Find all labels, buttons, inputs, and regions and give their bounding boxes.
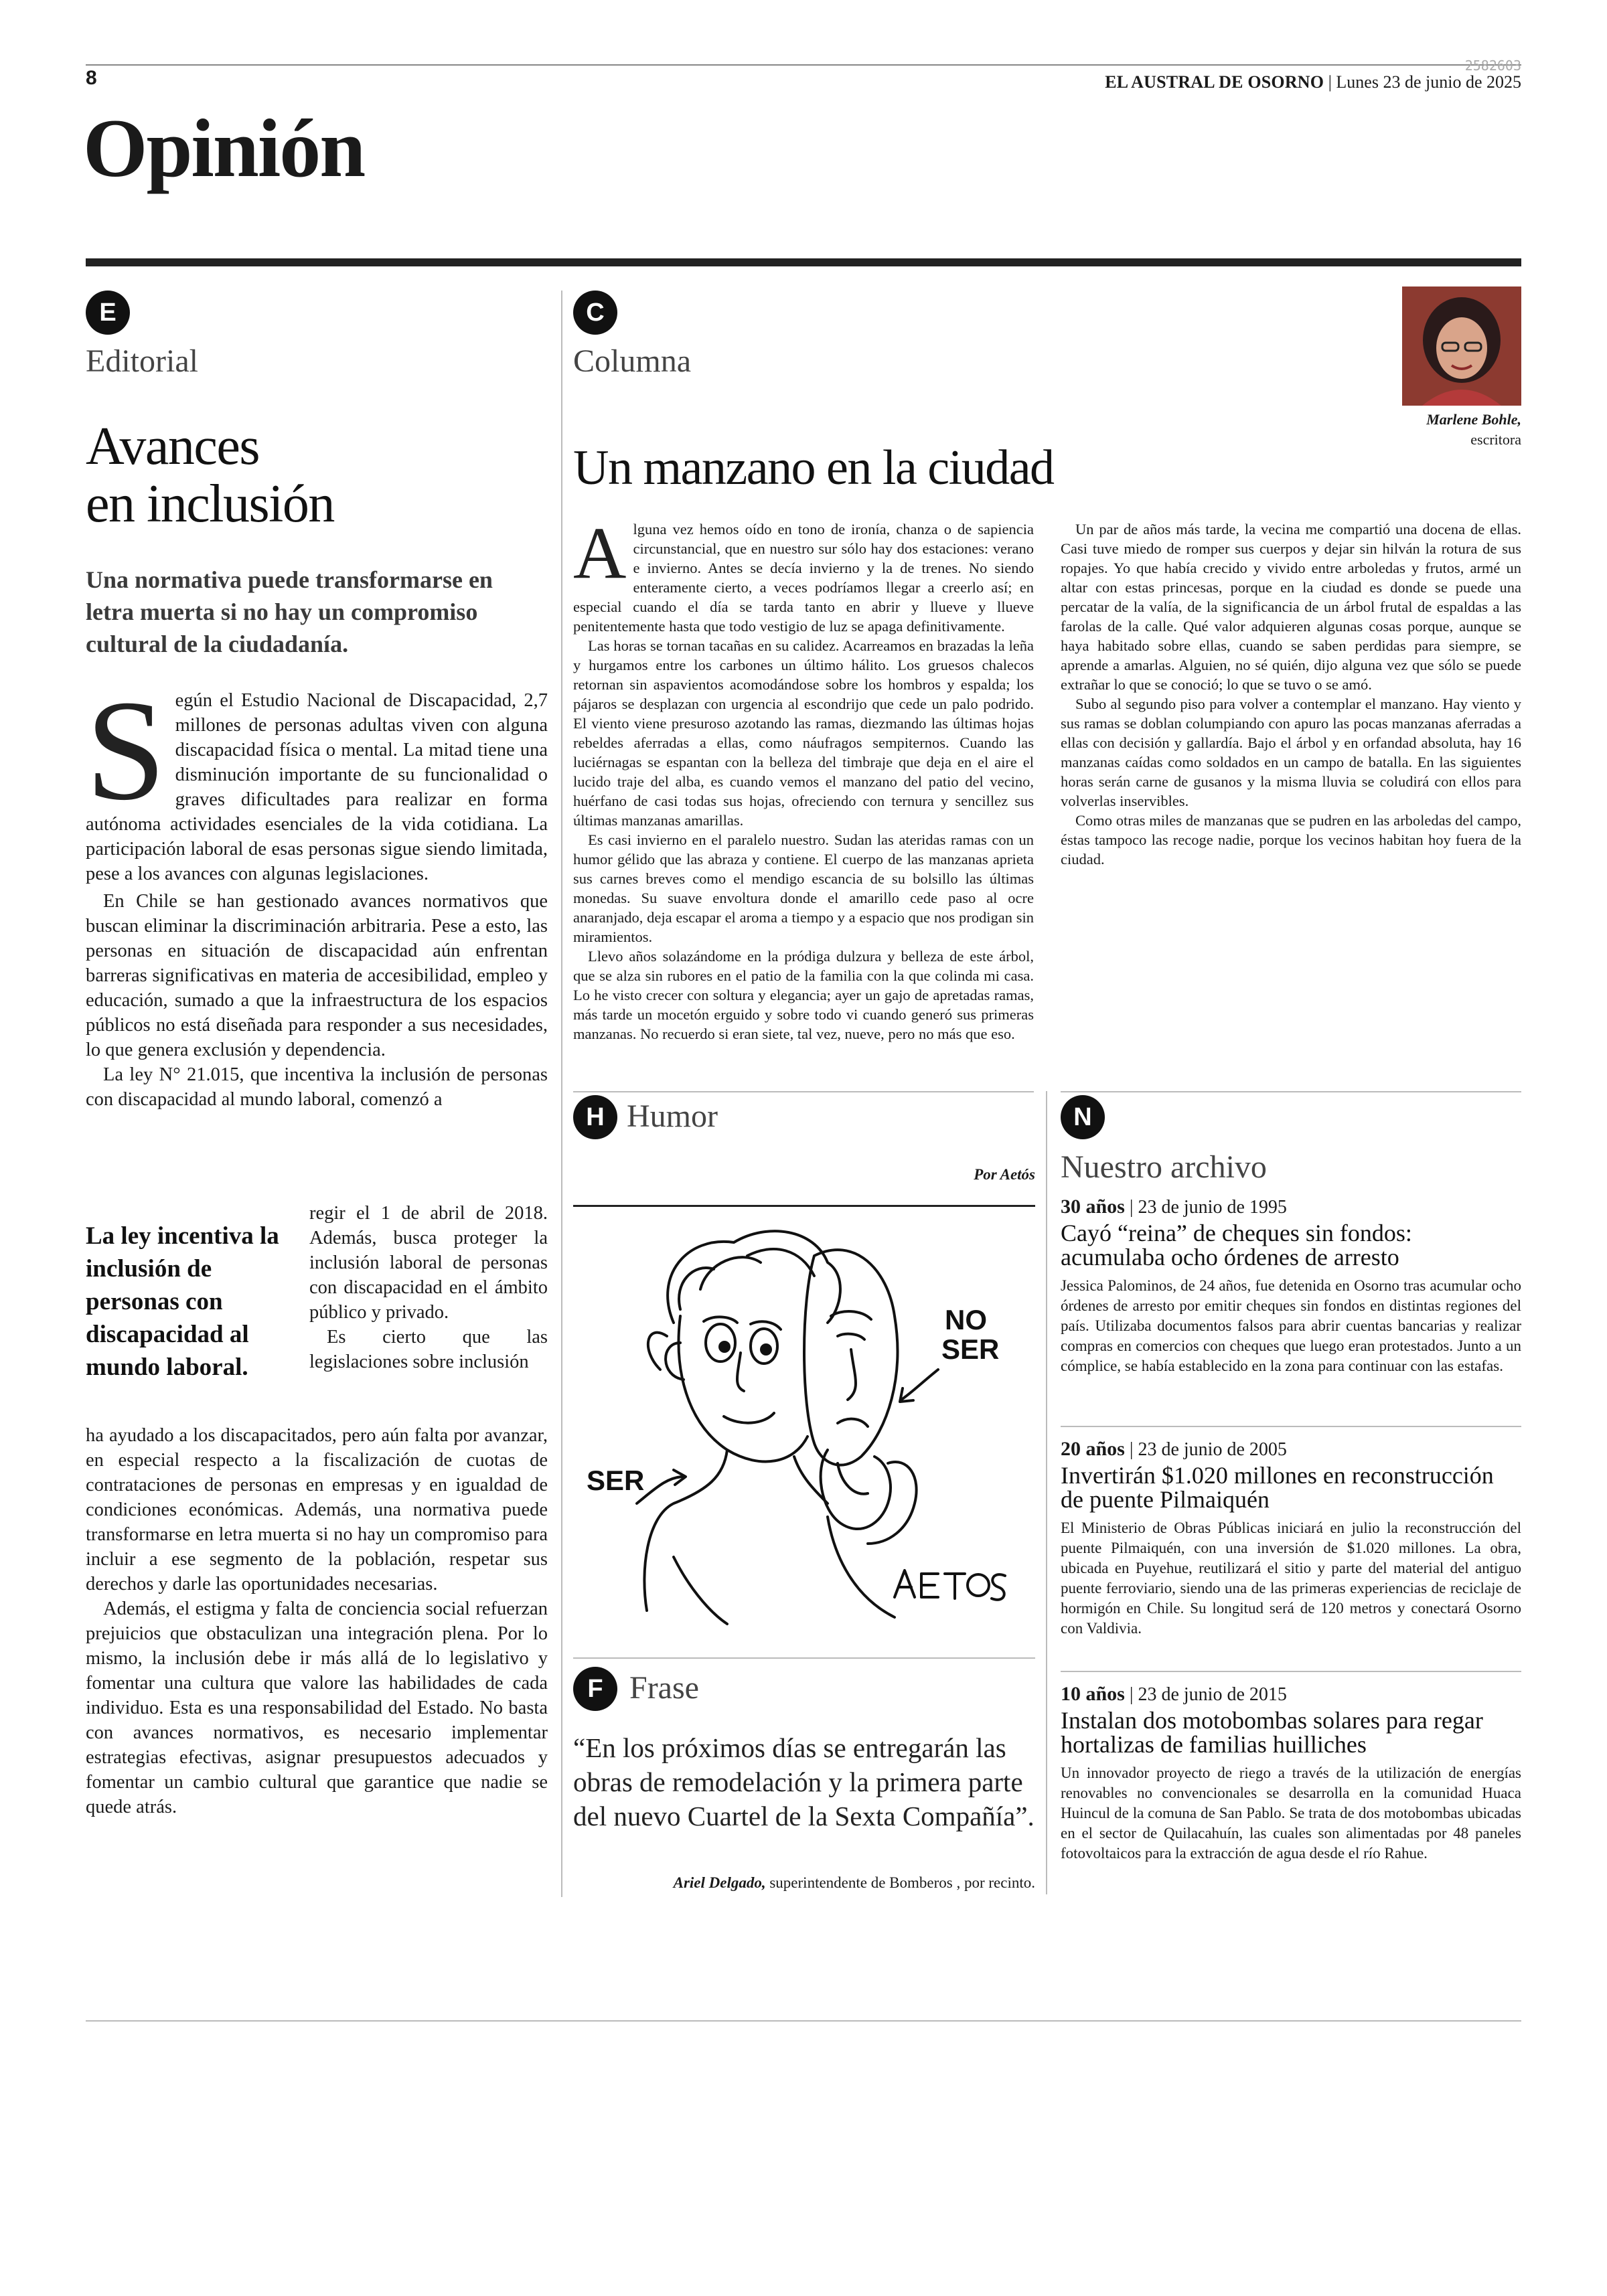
archive-item-1-body: Jessica Palominos, de 24 años, fue detenida en Osorno tras acumular ocho órdenes de arresto por emitir cheques sin fondos en distintas regiones del país. Utilizaba documentos falsos para abrir cuentas bancarias y realizar compras en comercios con cheques que luego eran protestados. Junto a un cómplice, se había establecido en la zona para continuar con las estafas. bbox=[1061, 1277, 1521, 1374]
archive-item-2 bbox=[1061, 1438, 1521, 1639]
archive-item-2-years: 20 años bbox=[1061, 1438, 1125, 1460]
editorial-headline-line1: Avances bbox=[86, 417, 259, 476]
column-dropcap: A bbox=[573, 512, 627, 594]
editorial-paragraph-5: Además, el estigma y falta de conciencia social refuerzan prejuicios que obstaculizan una integración plena. Por lo mismo, la inclusión debe ir más allá de lo legislativo y fomentar una cultura que valore las habilidades de cada individuo. Esta es una responsabilidad del Estado. No basta con avances normativos, es necesario implementar estrategias efectivas, asignar presupuestos adecuados y fomentar un cambio cultural que garantice que nadie se quede atrás. bbox=[86, 1598, 548, 1817]
frase-top-rule bbox=[573, 1657, 1035, 1659]
humor-cartoon bbox=[573, 1209, 1035, 1637]
frase-badge: F bbox=[573, 1667, 617, 1711]
archive-item-1-headline: Cayó “reina” de cheques sin fondos: acumulaba ocho órdenes de arresto bbox=[1061, 1220, 1412, 1270]
archive-badge: N bbox=[1061, 1095, 1105, 1139]
archive-item-2-headline: Invertirán $1.020 millones en reconstrucción de puente Pilmaiquén bbox=[1061, 1462, 1494, 1513]
column-separator-left bbox=[561, 291, 562, 1897]
column-paragraph-4: Llevo años solazándome en la pródiga dulzura y belleza de este árbol, que se alza sin rubores en el patio de la familia con la que colinda mi casa. Lo he visto crecer con soltura y elegancia; ayer un gajo de apretadas ramas, más tarde un mocetón erguido y sobre todo vi cuando generó sus primeras manzanas. No recuerdo si eran siete, tal vez, nueve, pero no más que eso. bbox=[573, 948, 1034, 1042]
editorial-body-top bbox=[86, 670, 548, 1112]
editorial-paragraph-3b: regir el 1 de abril de 2018. Además, busca proteger la inclusión laboral de personas con discapacidad en el ámbito público y privado. bbox=[309, 1203, 548, 1323]
column-paragraph-3: Es casi invierno en el paralelo nuestro. Sudan las ateridas ramas con un humor gélido que las abraza y contiene. El cuerpo de las manzanas aprieta sus carnes breves como el mendigo escancia de su bolsillo las últimas monedas. Su suave envoltura donde el amarillo cede paso al ocre anaranjado, deja escapar el aroma a tiempo y a espacio que nos prodigan sin miramientos. bbox=[573, 831, 1034, 945]
column-paragraph-6: Subo al segundo piso para volver a contemplar el manzano. Hay viento y sus ramas se doblan columpiando con apuro las pocas manzanas aferradas a ellas con decisión y gallardía. Bajo el árbol y en orfandad absoluta, hay 16 manzanas caídas como soldados en un campo de batalla. En las siguientes horas serán carne de gusanos y la misma lluvia se coludirá con ellos para volverlas inservibles. bbox=[1061, 695, 1521, 809]
editorial-paragraph-4b: ha ayudado a los discapacitados, pero aún falta por avanzar, en especial respecto a la fiscalización de cuotas de contrataciones de personas en empresas y en igualdad de condiciones económicas. Además, una normativa puede transformarse en letra muerta si no hay un compromiso para incluir a ese segmento de la población, respetar sus derechos y darle las oportunidades necesarias. bbox=[86, 1425, 548, 1594]
archive-rule-1 bbox=[1061, 1426, 1521, 1427]
editorial-headline-line2: en inclusión bbox=[86, 475, 334, 534]
archive-item-1-years: 30 años bbox=[1061, 1196, 1125, 1218]
humor-byline: Por Aetós bbox=[974, 1166, 1035, 1183]
humor-top-rule bbox=[573, 1205, 1035, 1207]
editorial-kicker: Editorial bbox=[86, 343, 198, 379]
archive-item-2-date: 23 de junio de 2005 bbox=[1138, 1439, 1287, 1460]
top-rule bbox=[86, 64, 1521, 66]
cartoon-label-ser: SER bbox=[587, 1465, 645, 1496]
section-rule bbox=[86, 258, 1521, 266]
archive-item-2-body: El Ministerio de Obras Públicas iniciará en julio la reconstrucción del puente Pilmaiquén, con una inversión de $1.020 millones. La obra, ubicada en Puyehue, reutilizará el sitio y parte del material del antiguo puente ferroviario, siendo una de las primeras experiencias de reciclaje de hormigón en Chile. Su longitud será de 120 metros y conectará Osorno con Valdivia. bbox=[1061, 1520, 1521, 1637]
masthead-separator: | bbox=[1328, 72, 1336, 92]
section-title: Opinión bbox=[83, 102, 365, 194]
editorial-deck: Una normativa puede transformarse en letra muerta si no hay un compromiso cultural de la ciudadanía. bbox=[86, 566, 493, 657]
issue-date: Lunes 23 de junio de 2025 bbox=[1336, 72, 1521, 92]
page-number: 8 bbox=[86, 67, 97, 89]
frase-attribution-role: superintendente de Bomberos , por recinto. bbox=[765, 1874, 1035, 1891]
archive-item-1 bbox=[1061, 1196, 1521, 1376]
archive-rule-2 bbox=[1061, 1671, 1521, 1672]
archive-item-2-dateline: 20 años | 23 de junio de 2005 bbox=[1061, 1438, 1287, 1460]
editorial-body-wrap bbox=[309, 1201, 548, 1374]
column-paragraph-2: Las horas se tornan tacañas en su calidez. Acarreamos en brazadas la leña y hurgamos entre los carbones un último hálito. Los gruesos chalecos retornan sin aspavientos acomodándose sobre los hombros y espalda; los pájaros se desplazan con urgencia al escondrijo que cede un palo podrido. El viento viene presuroso azotando las ramas, diezmando las últimas hojas rebeldes aferradas a ellas, como náufragos sempiternos. Cuando las luciérnagas se espantan con la belleza del timbraje que deja en el aire el lucido traje del alba, es cuando vemos el manzano del patio del vecino, huérfano de casi todas sus hojas, ofreciendo con ternura y sencillez sus últimas manzanas amarillas. bbox=[573, 637, 1034, 829]
masthead bbox=[1105, 72, 1521, 92]
editorial-paragraph-2: En Chile se han gestionado avances normativos que buscan eliminar la discriminación arbitraria. Pese a esto, las personas en situación de discapacidad aún enfrentan barreras significativas en materia de accesibilidad, empleo y educación, sumado a que la infraestructura de los espacios públicos no está diseñada para responder a sus necesidades, lo que genera exclusión y dependencia. bbox=[86, 891, 548, 1060]
frase-quote: “En los próximos días se entregarán las obras de remodelación y la primera parte del nuevo Cuartel de la Sexta Compañía”. bbox=[573, 1732, 1035, 1831]
author-portrait-image bbox=[1402, 286, 1521, 406]
archive-kicker: Nuestro archivo bbox=[1061, 1149, 1267, 1185]
archive-item-3-dateline: 10 años | 23 de junio de 2015 bbox=[1061, 1683, 1287, 1705]
editorial-dropcap: S bbox=[86, 670, 166, 830]
page-bottom-rule bbox=[86, 2020, 1521, 2022]
author-role: escritora bbox=[1470, 431, 1521, 448]
column-headline: Un manzano en la ciudad bbox=[573, 440, 1054, 495]
archive-item-3 bbox=[1061, 1683, 1521, 1864]
editorial-paragraph-1-text: egún el Estudio Nacional de Discapacidad, 2,7 millones de personas adultas viven con alguna discapacidad física o mental. La mitad tiene una disminución importante de su funcionalidad o graves dificultades para realizar en forma autónoma actividades esenciales de la vida cotidiana. La participación laboral de esas personas sigue siendo limitada, pese a los avances con algunas legislaciones. bbox=[86, 690, 548, 884]
newspaper-name: EL AUSTRAL DE OSORNO bbox=[1105, 72, 1324, 92]
frase-kicker: Frase bbox=[629, 1670, 699, 1706]
archive-item-3-body: Un innovador proyecto de riego a través de la utilización de energías renovables no convencionales se desarrolla en la comunidad Huaca Huincul de la comuna de San Pablo. Se trata de dos motobombas ubicadas en el sector de Quilacahuín, las cuales son alimentadas por 48 paneles fotovoltaicos para la extracción de agua desde el río Rahue. bbox=[1061, 1765, 1521, 1862]
frase-attribution-name: Ariel Delgado, bbox=[673, 1874, 766, 1891]
humor-kicker: Humor bbox=[627, 1098, 718, 1134]
cartoon-drawing bbox=[573, 1209, 1035, 1637]
editorial-paragraph-1 bbox=[86, 670, 548, 886]
column-bottom-rule-left bbox=[573, 1091, 1034, 1092]
column-kicker: Columna bbox=[573, 343, 691, 379]
column-paragraph-5: Un par de años más tarde, la vecina me compartió una docena de ellas. Casi tuve miedo de romper sus cuerpos y dejar sin hilván la rotura de sus ropajes. Yo que había crecido y vivido entre arboledas y frutos, armé un altar con estas princesas, porque en la ciudad es donde se puede una percatar de la valía, de la significancia de un árbol frutal de espaldas a las farolas de la calle. Qué valor adquieren algunas cosas porque, aunque se haya habitado sobre ellas, cuando se saben perdidas para siempre, se aprende a amarlas. Alguien, no sé quién, dijo alguna vez que sólo se puede extrañar lo que se conoció; lo que se tuvo o se amó. bbox=[1061, 521, 1521, 693]
editorial-paragraph-3a: La ley N° 21.015, que incentiva la inclusión de personas con discapacidad al mundo laboral, comenzó a bbox=[86, 1064, 548, 1110]
author-name: Marlene Bohle, bbox=[1426, 411, 1521, 428]
column-paragraph-7: Como otras miles de manzanas que se pudren en las arboledas del campo, éstas tampoco las recoge nadie, porque los vecinos habitan hoy fuera de la ciudad. bbox=[1061, 812, 1521, 868]
cartoon-label-ser-right: SER bbox=[941, 1333, 1000, 1365]
column-body-right bbox=[1061, 519, 1521, 869]
column-paragraph-1 bbox=[573, 512, 1034, 636]
frase-attribution bbox=[573, 1874, 1035, 1892]
cartoon-label-no: NO bbox=[945, 1304, 987, 1335]
column-separator-right bbox=[1046, 1091, 1047, 1894]
humor-badge: H bbox=[573, 1095, 617, 1139]
column-body-left bbox=[573, 512, 1034, 1042]
archive-item-3-headline: Instalan dos motobombas solares para regar hortalizas de familias huilliches bbox=[1061, 1707, 1483, 1758]
editorial-paragraph-4a: Es cierto que las legislaciones sobre inclusión bbox=[309, 1327, 548, 1372]
archive-item-3-years: 10 años bbox=[1061, 1683, 1125, 1705]
archive-item-1-date: 23 de junio de 1995 bbox=[1138, 1197, 1287, 1218]
column-badge: C bbox=[573, 291, 617, 335]
editorial-pull-quote: La ley incentiva la inclusión de personas con discapacidad al mundo laboral. bbox=[86, 1222, 279, 1381]
column-bottom-rule-right bbox=[1061, 1091, 1521, 1092]
editorial-headline bbox=[86, 418, 554, 533]
archive-item-3-date: 23 de junio de 2015 bbox=[1138, 1684, 1287, 1705]
editorial-body-bottom bbox=[86, 1423, 548, 1819]
column-paragraph-1-text: lguna vez hemos oído en tono de ironía, chanza o de sapiencia circunstancial, que en nuestro sur sólo hay dos estaciones: verano e invierno. Antes se decía invierno y la de trenes. No siendo enteramente cierto, a veces podríamos llegar a creerlo así; en especial cuando el día se tarda tanto en abrir y llueve y llueve penitentemente hasta que todo vestigio de luz se apaga definitivamente. bbox=[573, 521, 1034, 635]
archive-stamp: 2582603 bbox=[1464, 58, 1521, 74]
editorial-badge: E bbox=[86, 291, 130, 335]
author-photo bbox=[1402, 286, 1521, 406]
archive-item-1-dateline: 30 años | 23 de junio de 1995 bbox=[1061, 1196, 1287, 1218]
